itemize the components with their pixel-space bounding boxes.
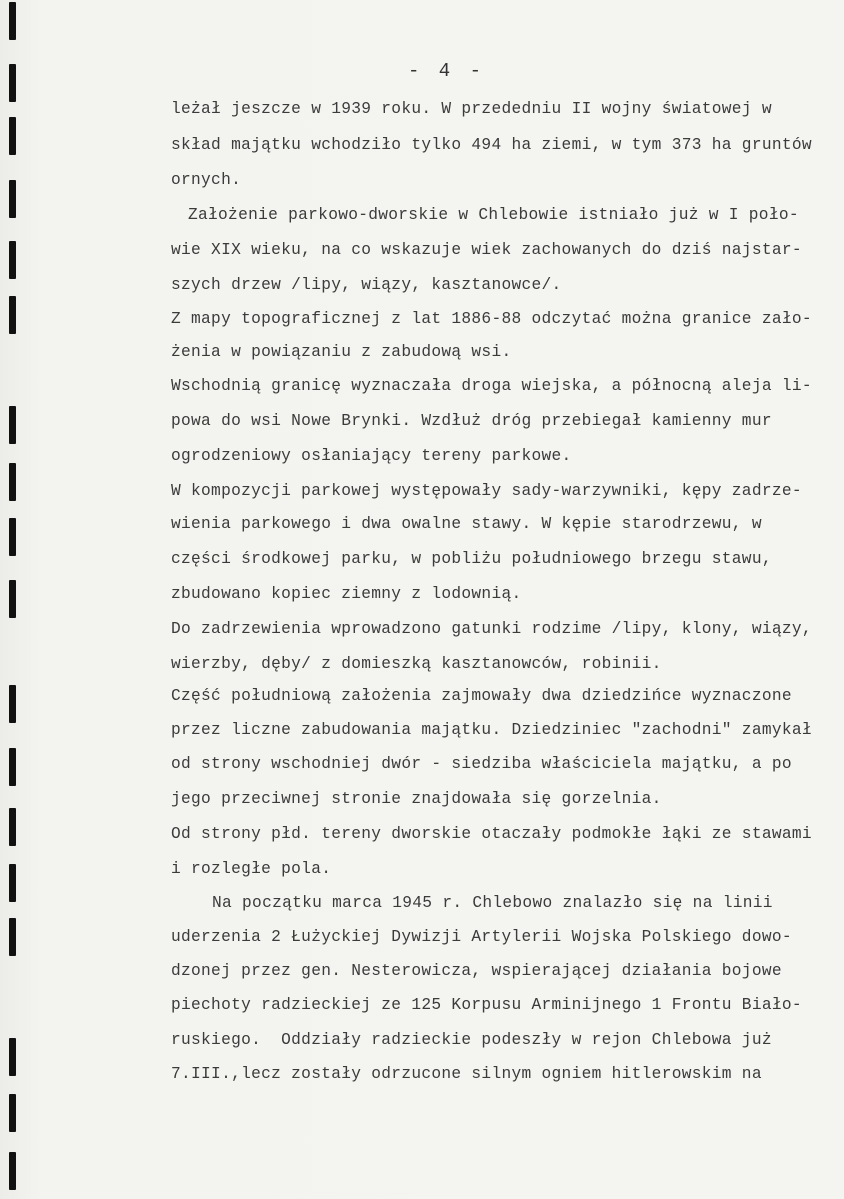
binding-hole-icon [9,518,16,556]
binding-hole-icon [9,2,16,40]
binding-hole-icon [9,296,16,334]
binding-hole-icon [9,241,16,279]
binding-hole-icon [9,180,16,218]
text-line: wie XIX wieku, na co wskazuje wiek zachowanych do dziś najstar- [171,241,802,259]
text-line: Założenie parkowo-dworskie w Chlebowie istniało już w I poło- [188,206,799,224]
binding-hole-icon [9,580,16,618]
text-line: Od strony płd. tereny dworskie otaczały podmokłe łąki ze stawami [171,825,812,843]
text-line: szych drzew /lipy, wiązy, kasztanowce/. [171,276,562,294]
text-line: i rozległe pola. [171,860,332,878]
text-line: skład majątku wchodziło tylko 494 ha ziemi, w tym 373 ha gruntów [171,136,812,154]
binding-hole-icon [9,748,16,786]
text-line: ruskiego. Oddziały radzieckie podeszły w rejon Chlebowa już [171,1031,772,1049]
text-line: piechoty radzieckiej ze 125 Korpusu Arminijnego 1 Frontu Biało- [171,996,802,1014]
text-line: ornych. [171,171,242,189]
text-line: Wschodnią granicę wyznaczała droga wiejska, a północną aleja li- [171,377,812,395]
spiral-binding [0,0,30,1199]
text-line: Część południową założenia zajmowały dwa dziedzińce wyznaczone [171,687,792,705]
text-line: powa do wsi Nowe Brynki. Wzdłuż dróg przebiegał kamienny mur [171,412,772,430]
text-line: wienia parkowego i dwa owalne stawy. W kępie starodrzewu, w [171,515,762,533]
text-line: Z mapy topograficznej z lat 1886-88 odczytać można granice zało- [171,310,812,328]
text-line: żenia w powiązaniu z zabudową wsi. [171,343,512,361]
text-line: 7.III.,lecz zostały odrzucone silnym ogniem hitlerowskim na [171,1065,762,1083]
binding-hole-icon [9,1094,16,1132]
text-line: dzonej przez gen. Nesterowicza, wspierającej działania bojowe [171,962,782,980]
binding-hole-icon [9,685,16,723]
page-number: - 4 - [408,60,486,82]
text-line: wierzby, dęby/ z domieszką kasztanowców, robinii. [171,655,662,673]
text-line: części środkowej parku, w pobliżu południowego brzegu stawu, [171,550,772,568]
text-line: uderzenia 2 Łużyckiej Dywizji Artylerii Wojska Polskiego dowo- [171,928,792,946]
binding-hole-icon [9,117,16,155]
binding-hole-icon [9,808,16,846]
text-line: jego przeciwnej stronie znajdowała się gorzelnia. [171,790,662,808]
text-line: zbudowano kopiec ziemny z lodownią. [171,585,522,603]
binding-hole-icon [9,406,16,444]
text-line: przez liczne zabudowania majątku. Dziedziniec "zachodni" zamykał [171,721,812,739]
binding-hole-icon [9,1038,16,1076]
binding-hole-icon [9,864,16,902]
text-line: Do zadrzewienia wprowadzono gatunki rodzime /lipy, klony, wiązy, [171,620,812,638]
binding-hole-icon [9,64,16,102]
text-line: W kompozycji parkowej występowały sady-warzywniki, kępy zadrze- [171,482,802,500]
binding-hole-icon [9,918,16,956]
text-line: od strony wschodniej dwór - siedziba właściciela majątku, a po [171,755,792,773]
text-line: Na początku marca 1945 r. Chlebowo znalazło się na linii [212,894,773,912]
binding-hole-icon [9,463,16,501]
text-line: ogrodzeniowy osłaniający tereny parkowe. [171,447,572,465]
text-line: leżał jeszcze w 1939 roku. W przededniu II wojny światowej w [171,100,772,118]
binding-hole-icon [9,1152,16,1190]
